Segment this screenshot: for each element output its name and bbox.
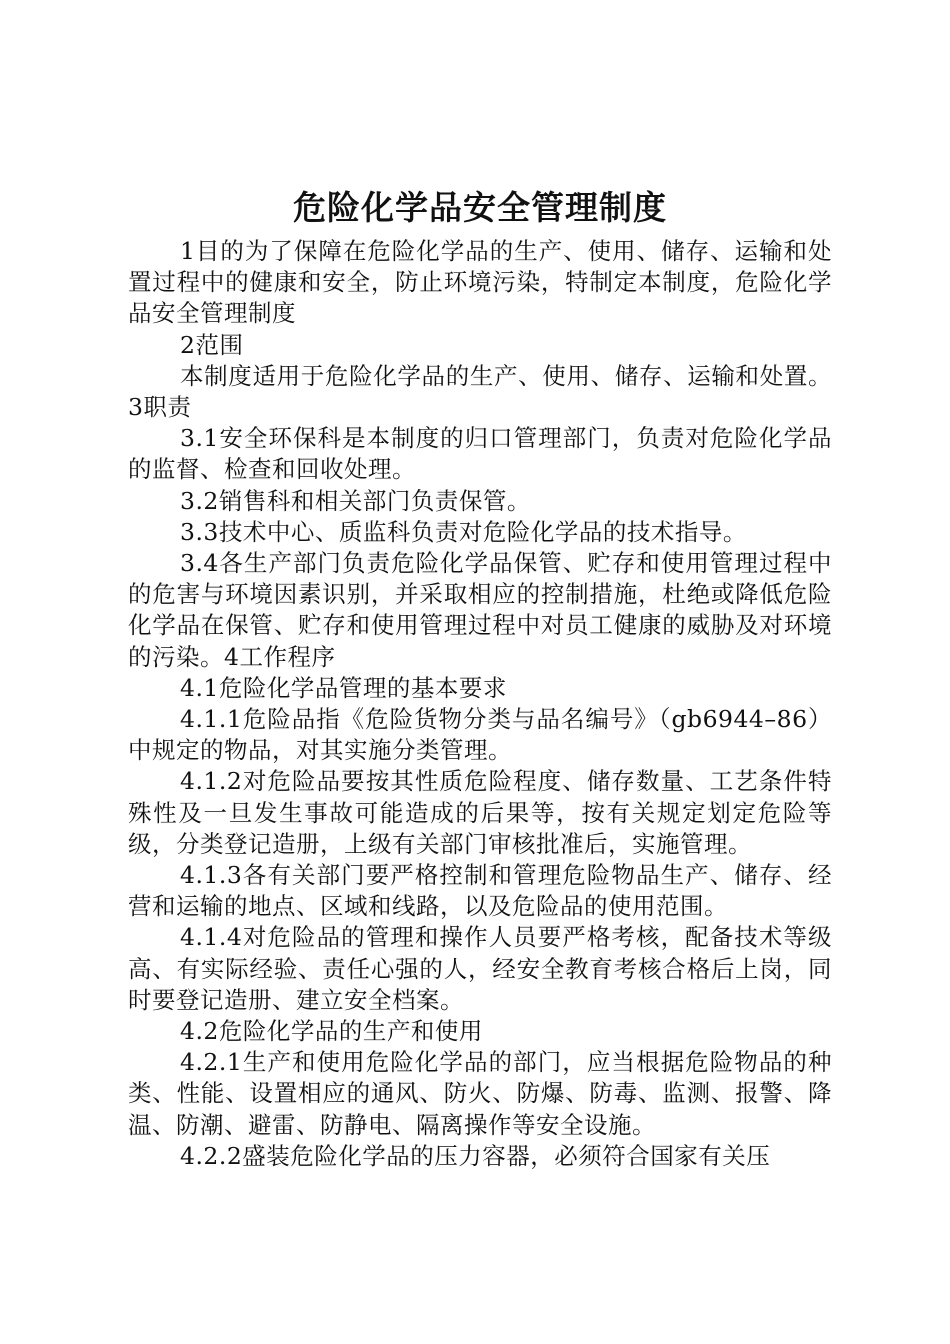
paragraph-4-1-2: 4.1.2对危险品要按其性质危险程度、储存数量、工艺条件特殊性及一旦发生事故可能造成的后果等，按有关规定划定危险等级，分类登记造册，上级有关部门审核批准后，实施管理。 (128, 767, 832, 858)
paragraph-4-1-3: 4.1.3各有关部门要严格控制和管理危险物品生产、储存、经营和运输的地点、区域和线路，以及危险品的使用范围。 (128, 861, 832, 921)
document-title: 危险化学品安全管理制度 (293, 188, 667, 227)
paragraph-3-3: 3.3技术中心、质监科负责对危险化学品的技术指导。 (180, 517, 747, 546)
paragraph-scope-heading: 2范围 (180, 330, 244, 359)
paragraph-4-1-1: 4.1.1危险品指《危险货物分类与品名编号》（gb6944–86）中规定的物品，对其实施分类管理。 (128, 705, 832, 765)
paragraph-3-1: 3.1安全环保科是本制度的归口管理部门，负责对危险化学品的监督、检查和回收处理。 (128, 424, 832, 484)
document-page (128, 186, 832, 1172)
paragraph-4-2-1: 4.2.1生产和使用危险化学品的部门，应当根据危险物品的种类、性能、设置相应的通风、防火、防爆、防毒、监测、报警、降温、防潮、避雷、防静电、隔离操作等安全设施。 (128, 1048, 832, 1139)
paragraph-4-1-heading: 4.1危险化学品管理的基本要求 (180, 673, 507, 702)
paragraph-4-2-heading: 4.2危险化学品的生产和使用 (180, 1017, 483, 1046)
paragraph-purpose: 1目的为了保障在危险化学品的生产、使用、储存、运输和处置过程中的健康和安全，防止环境污染，特制定本制度，危险化学品安全管理制度 (128, 237, 832, 328)
paragraph-scope: 本制度适用于危险化学品的生产、使用、储存、运输和处置。3职责 (128, 361, 832, 422)
paragraph-4-2-2: 4.2.2盛装危险化学品的压力容器，必须符合国家有关压 (180, 1141, 771, 1170)
paragraph-3-4: 3.4各生产部门负责危险化学品保管、贮存和使用管理过程中的危害与环境因素识别，并采取相应的控制措施，杜绝或降低危险化学品在保管、贮存和使用管理过程中对员工健康的威胁及对环境的污染。4工作程序 (128, 549, 832, 671)
paragraph-4-1-4: 4.1.4对危险品的管理和操作人员要严格考核，配备技术等级高、有实际经验、责任心强的人，经安全教育考核合格后上岗，同时要登记造册、建立安全档案。 (128, 923, 832, 1014)
paragraph-3-2: 3.2销售科和相关部门负责保管。 (180, 486, 531, 515)
